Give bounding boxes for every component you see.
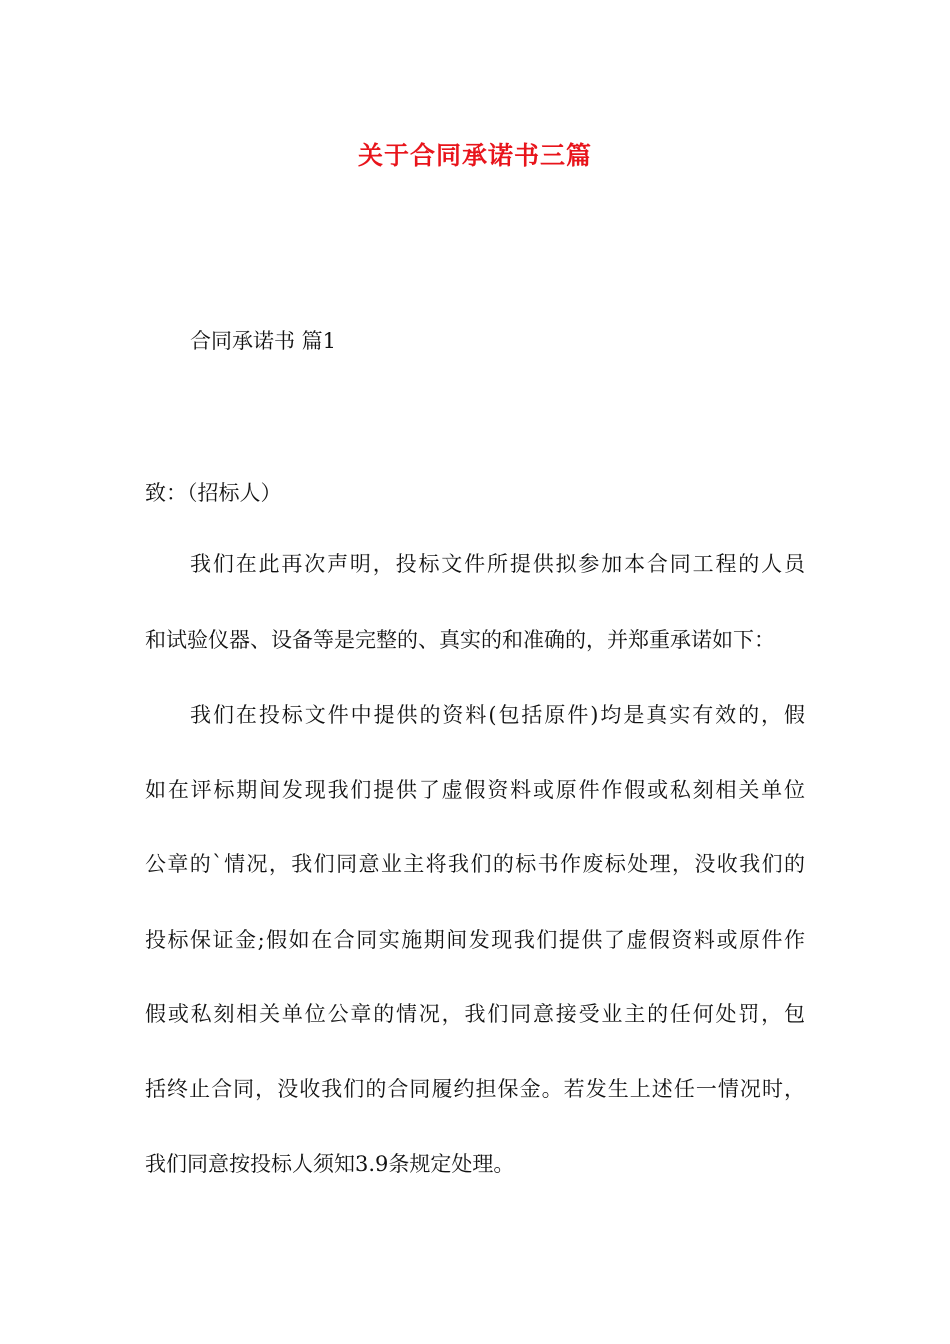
section-heading: 合同承诺书 篇1 (190, 329, 337, 353)
paragraph-line: 假或私刻相关单位公章的情况，我们同意接受业主的任何处罚，包 (145, 1002, 805, 1026)
paragraph-line: 投标保证金;假如在合同实施期间发现我们提供了虚假资料或原件作 (145, 928, 805, 952)
document-title: 关于合同承诺书三篇 (357, 141, 592, 170)
paragraph-line: 我们在此再次声明，投标文件所提供拟参加本合同工程的人员 (190, 552, 805, 576)
paragraph-line: 括终止合同，没收我们的合同履约担保金。若发生上述任一情况时， (145, 1077, 805, 1101)
paragraph-line: 公章的`情况，我们同意业主将我们的标书作废标处理，没收我们的 (145, 852, 805, 876)
paragraph-line: 我们在投标文件中提供的资料(包括原件)均是真实有效的，假 (190, 703, 805, 727)
salutation: 致：（招标人） (145, 481, 282, 505)
paragraph-line: 我们同意按投标人须知3.9条规定处理。 (145, 1152, 515, 1176)
paragraph-line: 如在评标期间发现我们提供了虚假资料或原件作假或私刻相关单位 (145, 778, 805, 802)
paragraph-line: 和试验仪器、设备等是完整的、真实的和准确的，并郑重承诺如下： (145, 628, 775, 652)
